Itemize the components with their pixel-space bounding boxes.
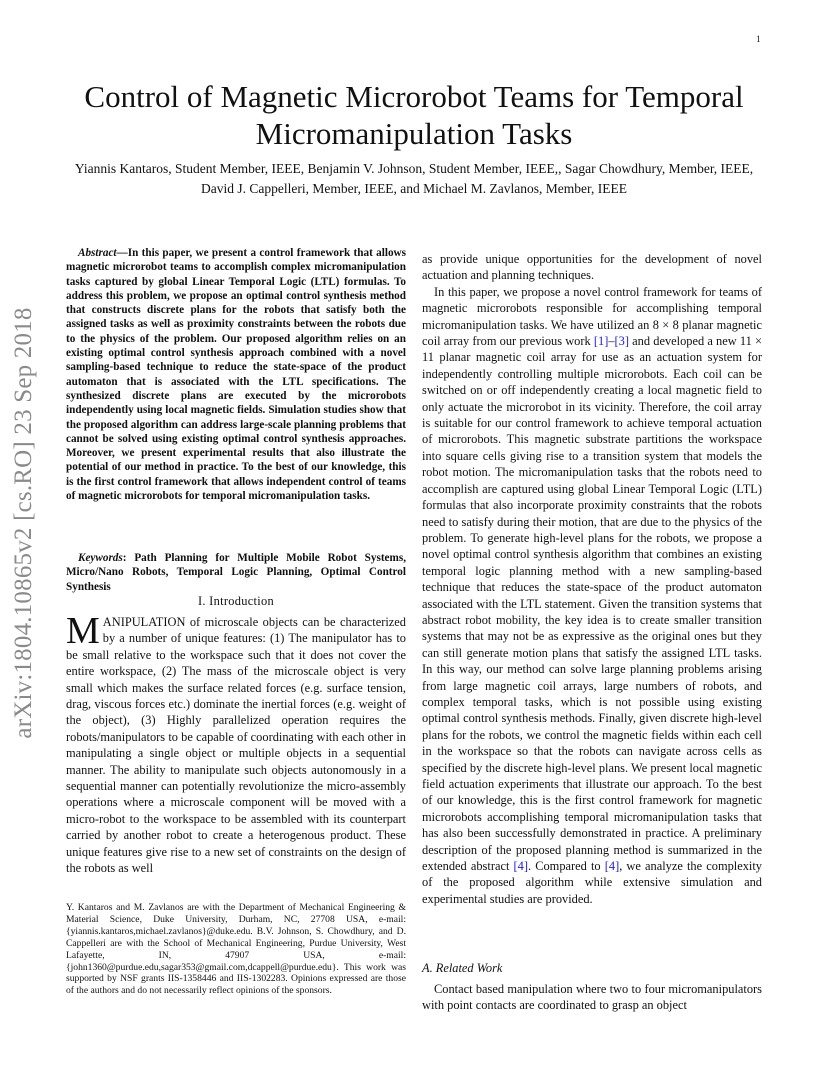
citation-link[interactable]: [3] <box>614 334 629 349</box>
citation-dash: – <box>608 334 615 349</box>
section-heading-introduction: I. Introduction <box>197 594 275 608</box>
related-work-body <box>422 981 762 1014</box>
citation-link[interactable]: [1] <box>593 334 609 349</box>
arxiv-stamp <box>6 288 42 758</box>
paragraph-related-work: Contact based manipulation where two to four micromanipulators with point contacts are coordinated to grasp an object <box>422 982 762 1013</box>
citation-link[interactable]: [4] <box>604 859 620 874</box>
author-list: Yiannis Kantaros, Student Member, IEEE, Benjamin V. Johnson, Student Member, IEEE,, Sagar Chowdhury, Member, IEEE, David J. Cappelleri, Member, IEEE, and Michael M. Zavlanos, Member, IEEE <box>74 161 754 196</box>
author-footnote: Y. Kantaros and M. Zavlanos are with the Department of Mechanical Engineering & Material Science, Duke University, Durham, NC, 27708 USA, e-mail: {yiannis.kantaros,michael.zavlanos}@duke.edu. B.V. Johnson, S. Chowdhury, and D. Cappelleri are with the School of Mechanical Engineering, Purdue University, West Lafayette, IN, 47907 USA, e-mail: {john1360@purdue.edu,sagar353@gmail.com,dcappell@purdue.edu}. This work was supported by NSF grants IIS-1358446 and IIS-1302283. Opinions expressed are those of the authors and do not necessarily reflect opinions of the sponsors. <box>66 902 406 997</box>
paragraph-text: . Compared to <box>527 859 605 874</box>
right-column-body <box>422 251 762 907</box>
drop-cap: M <box>66 610 100 652</box>
introduction-body <box>66 610 406 877</box>
keywords-text: : Path Planning for Multiple Mobile Robot Systems, Micro/Nano Robots, Temporal Logic Planning, Optimal Control Synthesis <box>66 552 406 593</box>
abstract <box>66 246 406 503</box>
paragraph-continuation: as provide unique opportunities for the development of novel actuation and planning techniques. <box>422 252 762 283</box>
keywords-label: Keywords <box>78 552 123 564</box>
paper-title: Control of Magnetic Microrobot Teams for Temporal Micromanipulation Tasks <box>84 79 744 151</box>
citation-link[interactable]: [4] <box>513 859 528 874</box>
subsection-heading-related-work: A. Related Work <box>422 961 503 975</box>
paragraph-text: , we analyze the complexity of the proposed algorithm while extensive simulation and experimental studies are provided. <box>422 859 762 906</box>
arxiv-stamp-text: arXiv:1804.10865v2 [cs.RO] 23 Sep 2018 <box>10 307 37 739</box>
page-number: 1 <box>756 34 761 44</box>
abstract-text: —In this paper, we present a control framework that allows magnetic microrobot teams to accomplish complex micromanipulation tasks captured by global Linear Temporal Logic (LTL) formulas. To address this problem, we propose an optimal control synthesis method that constructs discrete plans for the robots that satisfy both the assigned tasks as well as proximity constraints between the robots due to the physics of the problem. Our proposed algorithm relies on an existing optimal control synthesis approach combined with a novel sampling-based technique to reduce the state-space of the product automaton that is associated with the LTL specifications. The synthesized discrete plans are executed by the microrobots independently using local magnetic fields. Simulation studies show that the proposed algorithm can address large-scale planning problems that cannot be solved using existing optimal control synthesis approaches. Moreover, we present experimental results that also illustrate the potential of our method in practice. To the best of our knowledge, this is the first control framework that allows independent control of teams of magnetic microrobots for temporal micromanipulation tasks. <box>66 247 406 503</box>
introduction-text: ANIPULATION of microscale objects can be characterized by a number of unique features: (1) The manipulator has to be small relative to the workspace such that it does not cover the entire workspace, (2) The mass of the microscale object is very small which makes the surface related forces (e.g. surface tension, drag, viscous forces etc.) dominate the inertial forces (e.g. weight of the object), (3) Highly parallelized operation requires the robots/manipulators to be capable of coordinating with each other in manipulating a single object or multiple objects in a sequential manner. The ability to manipulate such objects autonomously in a sequential manner can potentially revolutionize the micro-assembly operations where a microscale component will be moved with a micro-robot to the workspace to be assembled with its counterpart carried by another robot to create a heterogenous product. These unique features give rise to a new set of constraints on the design of the robots as well <box>66 615 406 876</box>
paragraph-text: In this paper, we propose a novel control framework for teams of magnetic microrobots responsible for accomplishing temporal micromanipulation tasks. We have utilized an 8 × 8 planar magnetic coil array from our previous work <box>422 284 762 349</box>
abstract-label: Abstract <box>78 247 117 259</box>
paragraph-text: and developed a new 11 × 11 planar magnetic coil array for use as an actuation system for independently controlling multiple microrobots. Each coil can be switched on or off independently creating a local magnetic field to only actuate the microrobot in its vicinity. Therefore, the coil array is suitable for our control framework to achieve temporal actuation of microrobots. This magnetic substrate partitions the workspace into square cells giving rise to a transition system that models the robot motion. The micromanipulation tasks that the robots need to accomplish are captured using global Linear Temporal Logic (LTL) formulas that also incorporate proximity constraints that the robots need to satisfy during their motion, that are due to the physics of the problem. To generate high-level plans for the robots, we propose a novel optimal control synthesis algorithm that combines an existing temporal logic planning method with a new sampling-based technique that reduces the state-space of the product automaton associated with the LTL statement. Given the transition systems that abstract robot mobility, the key idea is to create smaller transition systems that may not be as expressive as the original ones but they can still generate motion plans that satisfy the assigned LTL tasks. In this way, our method can solve large planning problems arising from large magnetic coil arrays, large numbers of robots, and complex temporal tasks, which is not possible using existing optimal control synthesis methods. Finally, given discrete high-level plans for the robots, we control the magnetic fields within each cell in the workspace so that the robots can navigate across cells as specified by the discrete high-level plans. We present local magnetic field actuation experiments that illustrate our approach. To the best of our knowledge, this is the first control framework for magnetic microrobots accomplishing temporal micromanipulation tasks that has also been successfully demonstrated in practice. A preliminary description of the proposed planning method is summarized in the extended abstract <box>422 334 762 874</box>
paragraph-contribution <box>422 284 762 907</box>
keywords <box>66 551 406 594</box>
